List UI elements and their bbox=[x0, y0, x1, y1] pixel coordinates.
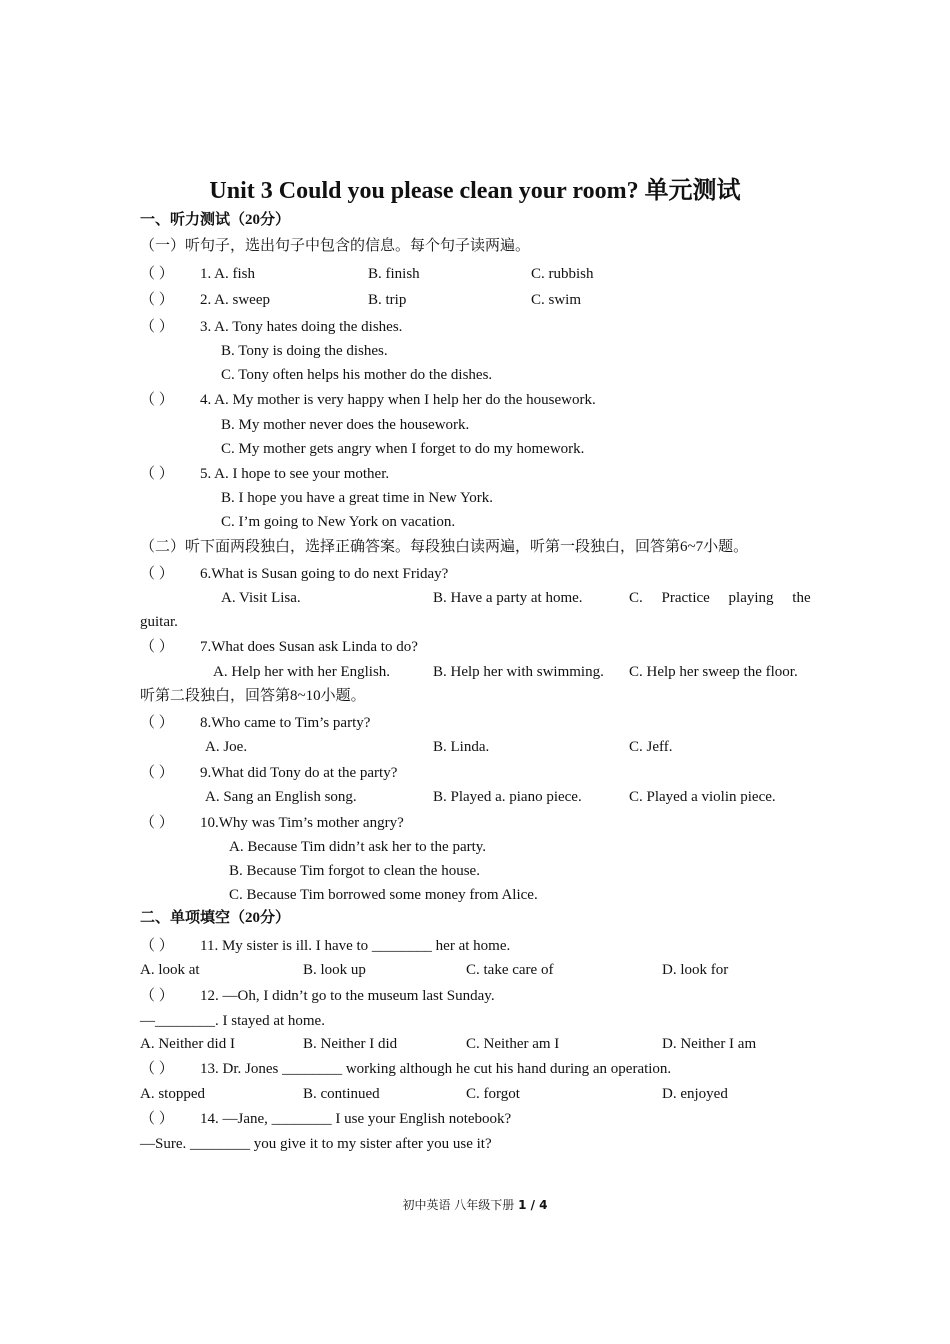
q1-option-b: B. finish bbox=[368, 266, 420, 282]
question-10 bbox=[140, 813, 404, 833]
q1-option-c: C. rubbish bbox=[531, 266, 594, 282]
part-2b-instruction: 听第二段独白，回答第8~10小题。 bbox=[140, 688, 366, 704]
q11-option-c: C. take care of bbox=[466, 962, 554, 978]
q13-text: 13. Dr. Jones ________ working although he cut his hand during an operation. bbox=[200, 1061, 672, 1077]
question-9 bbox=[140, 763, 397, 783]
question-3 bbox=[140, 317, 402, 337]
q8-option-c: C. Jeff. bbox=[629, 739, 673, 755]
q4-option-a: 4. A. My mother is very happy when I help her do the housework. bbox=[200, 392, 596, 408]
question-8 bbox=[140, 713, 370, 733]
q1-option-a: 1. A. fish bbox=[200, 266, 256, 282]
answer-blank: （ ） bbox=[140, 938, 174, 954]
q6-text: 6.What is Susan going to do next Friday? bbox=[200, 566, 449, 582]
answer-blank: （ ） bbox=[140, 765, 174, 781]
q9-option-a: A. Sang an English song. bbox=[205, 789, 357, 805]
q7-text: 7.What does Susan ask Linda to do? bbox=[200, 639, 418, 655]
q8-option-a: A. Joe. bbox=[205, 739, 248, 755]
q10-option-a: A. Because Tim didn’t ask her to the party. bbox=[229, 839, 487, 855]
q14-response: —Sure. ________ you give it to my sister after you use it? bbox=[140, 1136, 492, 1152]
q6-option-b: B. Have a party at home. bbox=[433, 590, 583, 606]
question-14 bbox=[140, 1109, 511, 1129]
answer-blank: （ ） bbox=[140, 466, 174, 482]
section-2-heading: 二、单项填空（20分） bbox=[140, 910, 291, 926]
q10-option-c: C. Because Tim borrowed some money from Alice. bbox=[229, 887, 538, 903]
answer-blank: （ ） bbox=[140, 319, 174, 335]
q11-text: 11. My sister is ill. I have to ________ her at home. bbox=[200, 938, 511, 954]
answer-blank: （ ） bbox=[140, 988, 174, 1004]
q6-option-c-continued: guitar. bbox=[140, 614, 178, 630]
q13-option-a: A. stopped bbox=[140, 1086, 205, 1102]
answer-blank: （ ） bbox=[140, 392, 174, 408]
part-2-instruction: （二）听下面两段独白，选择正确答案。每段独白读两遍，听第一段独白，回答第6~7小题。 bbox=[140, 539, 749, 555]
question-7 bbox=[140, 637, 418, 657]
q9-option-b: B. Played a. piano piece. bbox=[433, 789, 582, 805]
q7-option-a: A. Help her with her English. bbox=[213, 664, 391, 680]
q10-text: 10.Why was Tim’s mother angry? bbox=[200, 815, 404, 831]
q2-option-c: C. swim bbox=[531, 292, 582, 308]
q11-option-b: B. look up bbox=[303, 962, 366, 978]
section-1-heading: 一、听力测试（20分） bbox=[140, 212, 291, 228]
question-2 bbox=[140, 290, 270, 310]
q13-option-d: D. enjoyed bbox=[662, 1086, 728, 1102]
q12-option-d: D. Neither I am bbox=[662, 1036, 757, 1052]
q13-option-c: C. forgot bbox=[466, 1086, 520, 1102]
q12-option-c: C. Neither am I bbox=[466, 1036, 560, 1052]
question-13 bbox=[140, 1059, 671, 1079]
q12-response: —________. I stayed at home. bbox=[140, 1013, 325, 1029]
q11-option-d: D. look for bbox=[662, 962, 729, 978]
question-1 bbox=[140, 264, 255, 284]
answer-blank: （ ） bbox=[140, 566, 174, 582]
question-12 bbox=[140, 986, 495, 1006]
q12-option-a: A. Neither did I bbox=[140, 1036, 235, 1052]
q5-option-a: 5. A. I hope to see your mother. bbox=[200, 466, 390, 482]
question-11 bbox=[140, 936, 510, 956]
page-number: 1 / 4 bbox=[518, 1198, 548, 1212]
q4-option-b: B. My mother never does the housework. bbox=[221, 417, 470, 433]
q2-option-a: 2. A. sweep bbox=[200, 292, 270, 308]
q9-text: 9.What did Tony do at the party? bbox=[200, 765, 398, 781]
part-1-instruction: （一）听句子，选出句子中包含的信息。每个句子读两遍。 bbox=[140, 238, 531, 254]
q10-option-b: B. Because Tim forgot to clean the house. bbox=[229, 863, 480, 879]
q9-option-c: C. Played a violin piece. bbox=[629, 789, 776, 805]
q14-text: 14. —Jane, ________ I use your English notebook? bbox=[200, 1111, 512, 1127]
answer-blank: （ ） bbox=[140, 292, 174, 308]
answer-blank: （ ） bbox=[140, 715, 174, 731]
q8-text: 8.Who came to Tim’s party? bbox=[200, 715, 371, 731]
q5-option-c: C. I’m going to New York on vacation. bbox=[221, 514, 456, 530]
q3-option-a: 3. A. Tony hates doing the dishes. bbox=[200, 319, 403, 335]
answer-blank: （ ） bbox=[140, 815, 174, 831]
q3-option-c: C. Tony often helps his mother do the dishes. bbox=[221, 367, 493, 383]
q13-option-b: B. continued bbox=[303, 1086, 380, 1102]
q6-option-a: A. Visit Lisa. bbox=[221, 590, 301, 606]
answer-blank: （ ） bbox=[140, 266, 174, 282]
q12-text: 12. —Oh, I didn’t go to the museum last Sunday. bbox=[200, 988, 495, 1004]
q6-option-c: C. Practice playing the bbox=[629, 590, 811, 606]
q11-option-a: A. look at bbox=[140, 962, 200, 978]
question-6 bbox=[140, 564, 448, 584]
page-footer bbox=[0, 1196, 950, 1213]
q7-option-b: B. Help her with swimming. bbox=[433, 664, 604, 680]
q4-option-c: C. My mother gets angry when I forget to do my homework. bbox=[221, 441, 585, 457]
q3-option-b: B. Tony is doing the dishes. bbox=[221, 343, 388, 359]
answer-blank: （ ） bbox=[140, 639, 174, 655]
footer-text: 初中英语 八年级下册 bbox=[402, 1198, 519, 1212]
q2-option-b: B. trip bbox=[368, 292, 407, 308]
question-4 bbox=[140, 390, 596, 410]
answer-blank: （ ） bbox=[140, 1061, 174, 1077]
q8-option-b: B. Linda. bbox=[433, 739, 490, 755]
q7-option-c: C. Help her sweep the floor. bbox=[629, 664, 798, 680]
page-title: Unit 3 Could you please clean your room? 单元测试 bbox=[209, 178, 741, 204]
question-5 bbox=[140, 464, 389, 484]
q5-option-b: B. I hope you have a great time in New York. bbox=[221, 490, 494, 506]
q12-option-b: B. Neither I did bbox=[303, 1036, 398, 1052]
answer-blank: （ ） bbox=[140, 1111, 174, 1127]
